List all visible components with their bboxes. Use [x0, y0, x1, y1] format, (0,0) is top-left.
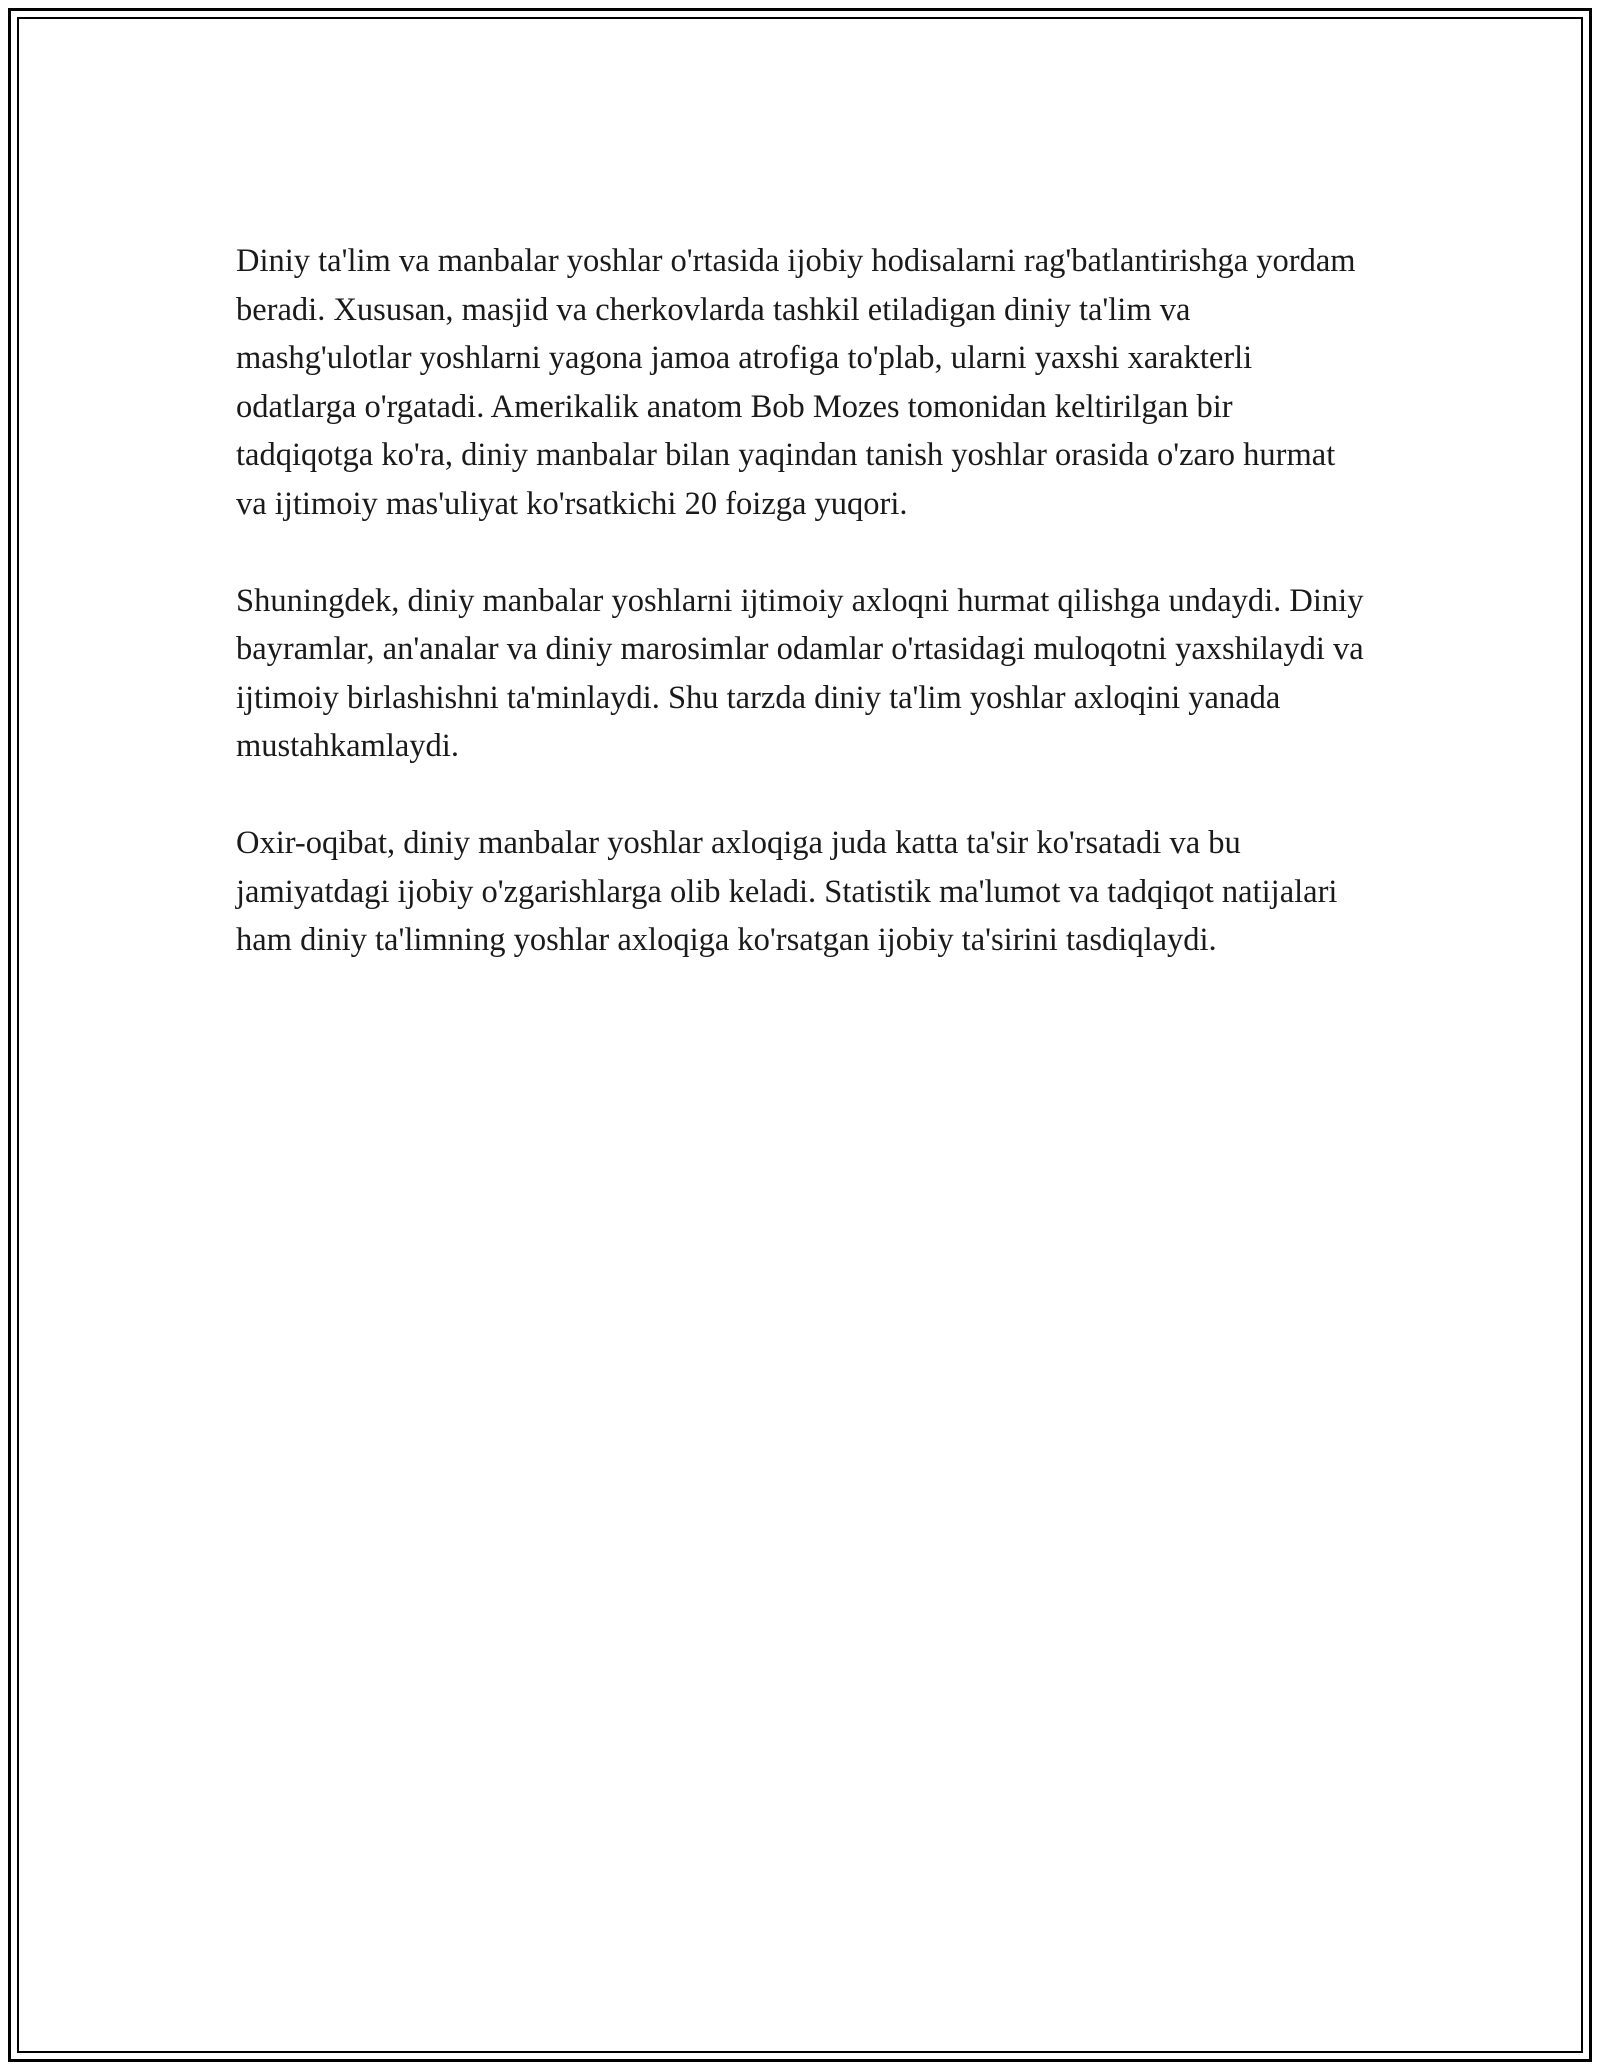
- document-body: [236, 237, 1366, 1013]
- paragraph-1: Diniy ta'lim va manbalar yoshlar o'rtasida ijobiy hodisalarni rag'batlantirishga yordam beradi. Xususan, masjid va cherkovlarda tashkil etiladigan diniy ta'lim va mashg'ulotlar yoshlarni yagona jamoa atrofiga to'plab, ularni yaxshi xarakterli odatlarga o'rgatadi. Amerikalik anatom Bob Mozes tomonidan keltirilgan bir tadqiqotga ko'ra, diniy manbalar bilan yaqindan tanish yoshlar orasida o'zaro hurmat va ijtimoiy mas'uliyat ko'rsatkichi 20 foizga yuqori.: [236, 243, 1356, 522]
- paragraph-3: Oxir-oqibat, diniy manbalar yoshlar axloqiga juda katta ta'sir ko'rsatadi va bu jamiyatdagi ijobiy o'zgarishlarga olib keladi. Statistik ma'lumot va tadqiqot natijalari ham diniy ta'limning yoshlar axloqiga ko'rsatgan ijobiy ta'sirini tasdiqlaydi.: [236, 825, 1338, 958]
- paragraph-2: Shuningdek, diniy manbalar yoshlarni ijtimoiy axloqni hurmat qilishga undaydi. Diniy bayramlar, an'analar va diniy marosimlar odamlar o'rtasidagi muloqotni yaxshilaydi va ijtimoiy birlashishni ta'minlaydi. Shu tarzda diniy ta'lim yoshlar axloqini yanada mustahkamlaydi.: [236, 582, 1364, 764]
